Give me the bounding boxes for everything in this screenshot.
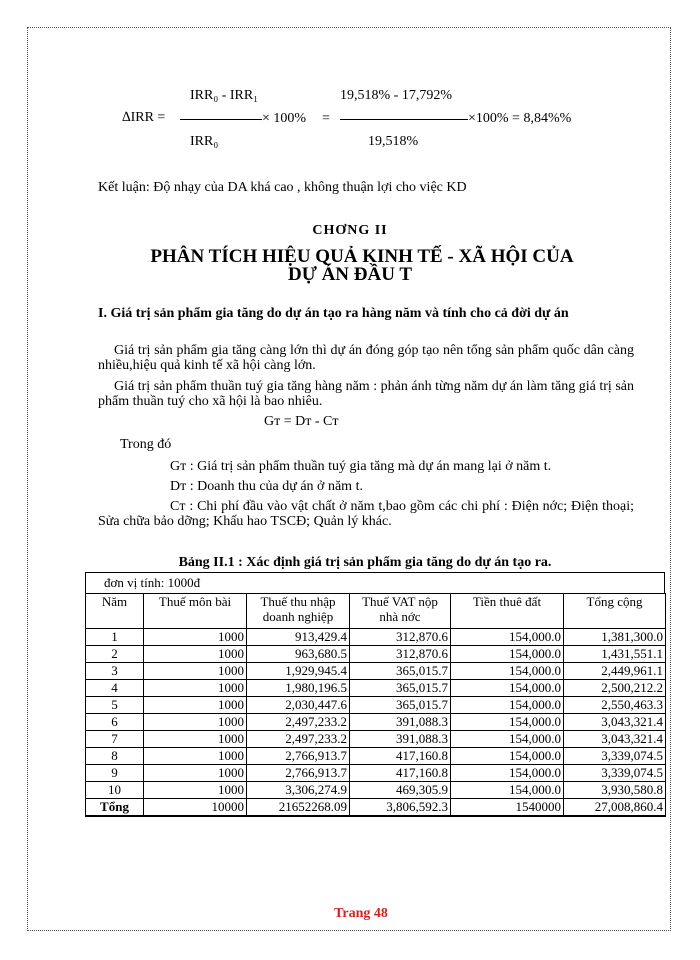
cell-vat: 417,160.8: [350, 765, 451, 782]
cell-license-tax: 1000: [144, 748, 247, 765]
cell-vat: 365,015.7: [350, 663, 451, 680]
total-vat: 3,806,592.3: [350, 799, 451, 817]
cell-income-tax: 1,980,196.5: [247, 680, 350, 697]
formula-fraction-line-1: [180, 119, 262, 120]
formula-times-100: × 100%: [262, 111, 307, 126]
cell-income-tax: 913,429.4: [247, 629, 350, 646]
cell-total: 2,500,212.2: [564, 680, 666, 697]
cell-land-rent: 154,000.0: [451, 680, 564, 697]
cell-license-tax: 1000: [144, 782, 247, 799]
cell-vat: 312,870.6: [350, 629, 451, 646]
table-row: [86, 629, 666, 646]
total-land-rent: 1540000: [451, 799, 564, 817]
formula-denominator-value: 19,518%: [368, 134, 419, 149]
cell-total: 3,043,321.4: [564, 731, 666, 748]
cell-land-rent: 154,000.0: [451, 782, 564, 799]
cell-vat: 365,015.7: [350, 697, 451, 714]
cell-income-tax: 2,766,913.7: [247, 748, 350, 765]
cell-year: 9: [86, 765, 144, 782]
conclusion-text: Kết luận: Độ nhạy của DA khá cao , không thuận lợi cho việc KD: [98, 180, 467, 195]
formula-denominator: IRR₀: [190, 134, 219, 149]
total-label: Tổng: [86, 799, 144, 817]
header-total: Tổng cộng: [564, 594, 666, 629]
definition-g: Gᴛ : Giá trị sản phẩm thuần tuý gia tăng mà dự án mang lại ở năm t.: [170, 459, 552, 474]
chapter-title-line2: DỰ ÁN ĐẦU T: [287, 264, 413, 285]
total-income-tax: 21652268.09: [247, 799, 350, 817]
cell-income-tax: 2,497,233.2: [247, 731, 350, 748]
chapter-label: CHƠNG II: [312, 223, 388, 238]
definition-c: Cᴛ : Chi phí đầu vào vật chất ở năm t,bao gồm các chi phí : Điện nớc; Điện thoại; Sửa chữa bảo dỡng; Khấu hao TSCĐ; Quản lý khác.: [98, 499, 634, 529]
formula-numerator-values: 19,518% - 17,792%: [340, 88, 452, 103]
cell-vat: 365,015.7: [350, 680, 451, 697]
table-unit-row: đơn vị tính: 1000đ: [85, 572, 665, 594]
cell-total: 3,339,074.5: [564, 765, 666, 782]
table-row: [86, 663, 666, 680]
cell-year: 4: [86, 680, 144, 697]
total-license-tax: 10000: [144, 799, 247, 817]
cell-income-tax: 3,306,274.9: [247, 782, 350, 799]
formula-delta-label: ∆IRR =: [122, 110, 166, 125]
cell-year: 1: [86, 629, 144, 646]
equation: Gᴛ = Dᴛ - Cᴛ: [264, 414, 339, 429]
cell-income-tax: 2,030,447.6: [247, 697, 350, 714]
cell-land-rent: 154,000.0: [451, 629, 564, 646]
table-row: [86, 765, 666, 782]
cell-license-tax: 1000: [144, 765, 247, 782]
cell-vat: 469,305.9: [350, 782, 451, 799]
cell-total: 2,449,961.1: [564, 663, 666, 680]
header-license-tax: Thuế môn bài: [144, 594, 247, 629]
cell-total: 1,381,300.0: [564, 629, 666, 646]
cell-year: 5: [86, 697, 144, 714]
header-land-rent: Tiền thuê đất: [451, 594, 564, 629]
cell-license-tax: 1000: [144, 680, 247, 697]
cell-vat: 391,088.3: [350, 714, 451, 731]
cell-land-rent: 154,000.0: [451, 748, 564, 765]
cell-year: 2: [86, 646, 144, 663]
cell-license-tax: 1000: [144, 731, 247, 748]
formula-numerator: IRR₀ - IRR₁: [190, 88, 259, 103]
cell-income-tax: 963,680.5: [247, 646, 350, 663]
formula-result: ×100% = 8,84%%: [468, 111, 572, 126]
cell-land-rent: 154,000.0: [451, 714, 564, 731]
cell-license-tax: 1000: [144, 629, 247, 646]
table-header-row: [86, 594, 666, 629]
table-row: [86, 782, 666, 799]
cell-license-tax: 1000: [144, 646, 247, 663]
section-paragraph-2: Giá trị sản phẩm thuần tuý gia tăng hàng năm : phản ánh từng năm dự án làm tăng giá trị sản phẩm thuần tuý cho xã hội là bao nhiêu.: [98, 379, 634, 409]
table-row: [86, 680, 666, 697]
formula-fraction-line-2: [340, 119, 468, 120]
table-total-row: [86, 799, 666, 817]
cell-vat: 391,088.3: [350, 731, 451, 748]
header-income-tax: Thuế thu nhập doanh nghiệp: [247, 594, 350, 629]
where-label: Trong đó: [120, 437, 172, 452]
total-sum: 27,008,860.4: [564, 799, 666, 817]
cell-total: 2,550,463.3: [564, 697, 666, 714]
section-paragraph-1: Giá trị sản phẩm gia tăng càng lớn thì dự án đóng góp tạo nên tổng sản phẩm quốc dân càng nhiều,hiệu quả kinh tế xã hội càng lớn.: [98, 343, 634, 373]
formula-equals: =: [322, 111, 330, 126]
cell-year: 10: [86, 782, 144, 799]
table-row: [86, 697, 666, 714]
table-row: [86, 714, 666, 731]
cell-total: 3,339,074.5: [564, 748, 666, 765]
cell-income-tax: 2,766,913.7: [247, 765, 350, 782]
cell-land-rent: 154,000.0: [451, 663, 564, 680]
cell-year: 3: [86, 663, 144, 680]
cell-license-tax: 1000: [144, 663, 247, 680]
cell-land-rent: 154,000.0: [451, 731, 564, 748]
header-year: Năm: [86, 594, 144, 629]
cell-license-tax: 1000: [144, 714, 247, 731]
cell-license-tax: 1000: [144, 697, 247, 714]
cell-year: 7: [86, 731, 144, 748]
table-row: [86, 646, 666, 663]
cell-land-rent: 154,000.0: [451, 765, 564, 782]
section-title: I. Giá trị sản phẩm gia tăng do dự án tạo ra hàng năm và tính cho cả đời dự án: [98, 306, 569, 321]
cell-year: 6: [86, 714, 144, 731]
cell-income-tax: 1,929,945.4: [247, 663, 350, 680]
chapter-title-line1: PHÂN TÍCH HIỆU QUẢ KINH TẾ - XÃ HỘI CỦA: [150, 246, 574, 267]
value-added-table: [85, 593, 666, 817]
cell-vat: 312,870.6: [350, 646, 451, 663]
cell-vat: 417,160.8: [350, 748, 451, 765]
cell-income-tax: 2,497,233.2: [247, 714, 350, 731]
cell-year: 8: [86, 748, 144, 765]
cell-land-rent: 154,000.0: [451, 646, 564, 663]
definition-d: Dᴛ : Doanh thu của dự án ở năm t.: [170, 479, 363, 494]
table-row: [86, 731, 666, 748]
table-caption: Bảng II.1 : Xác định giá trị sản phẩm gia tăng do dự án tạo ra.: [178, 555, 552, 570]
table-row: [86, 748, 666, 765]
cell-land-rent: 154,000.0: [451, 697, 564, 714]
cell-total: 3,930,580.8: [564, 782, 666, 799]
page-number: Trang 48: [334, 906, 388, 921]
cell-total: 3,043,321.4: [564, 714, 666, 731]
cell-total: 1,431,551.1: [564, 646, 666, 663]
header-vat: Thuế VAT nộp nhà nớc: [350, 594, 451, 629]
